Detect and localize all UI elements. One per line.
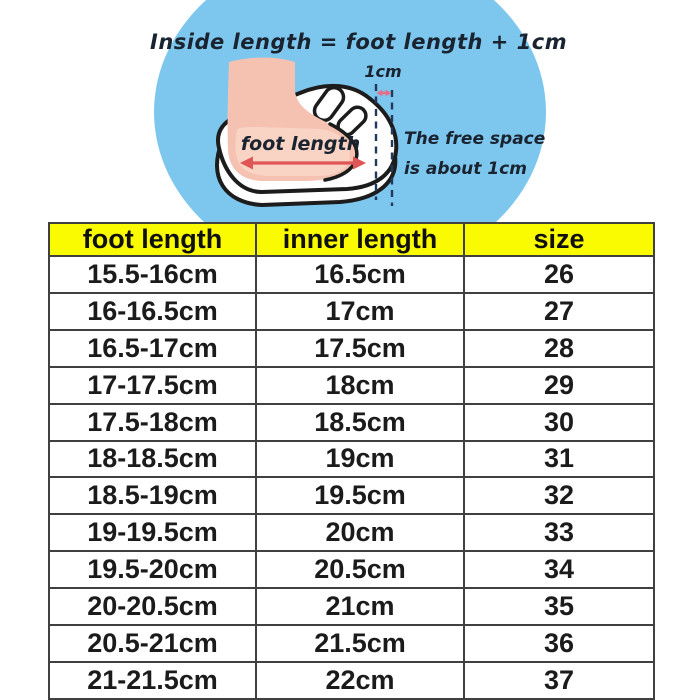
header-inner-length: inner length <box>256 223 464 256</box>
table-cell-foot-length: 18.5-19cm <box>49 477 256 514</box>
table-cell-inner-length: 19.5cm <box>256 477 464 514</box>
table-cell-size: 34 <box>464 551 654 588</box>
table-cell-foot-length: 20.5-21cm <box>49 625 256 662</box>
table-row <box>49 514 654 551</box>
table-cell-size: 35 <box>464 588 654 625</box>
table-cell-size: 28 <box>464 330 654 367</box>
table-row <box>49 367 654 404</box>
free-space-note <box>404 124 545 184</box>
table-row <box>49 477 654 514</box>
table-cell-inner-length: 21.5cm <box>256 625 464 662</box>
table-cell-size: 31 <box>464 441 654 478</box>
table-cell-size: 27 <box>464 293 654 330</box>
table-cell-foot-length: 21-21.5cm <box>49 662 256 699</box>
table-cell-inner-length: 17cm <box>256 293 464 330</box>
table-cell-size: 29 <box>464 367 654 404</box>
table-cell-inner-length: 16.5cm <box>256 256 464 293</box>
table-row <box>49 588 654 625</box>
table-cell-inner-length: 18.5cm <box>256 404 464 441</box>
foot-length-label: foot length <box>240 133 361 155</box>
table-row <box>49 551 654 588</box>
table-row <box>49 256 654 293</box>
table-cell-inner-length: 21cm <box>256 588 464 625</box>
table-row <box>49 404 654 441</box>
table-cell-foot-length: 18-18.5cm <box>49 441 256 478</box>
table-cell-size: 37 <box>464 662 654 699</box>
table-cell-size: 32 <box>464 477 654 514</box>
table-cell-inner-length: 18cm <box>256 367 464 404</box>
table-cell-inner-length: 22cm <box>256 662 464 699</box>
table-cell-foot-length: 19-19.5cm <box>49 514 256 551</box>
header-foot-length: foot length <box>49 223 256 256</box>
table-cell-size: 33 <box>464 514 654 551</box>
table-cell-foot-length: 16-16.5cm <box>49 293 256 330</box>
table-cell-foot-length: 16.5-17cm <box>49 330 256 367</box>
table-row <box>49 625 654 662</box>
table-cell-foot-length: 20-20.5cm <box>49 588 256 625</box>
header-size: size <box>464 223 654 256</box>
size-guide-illustration <box>0 0 700 222</box>
size-table-body <box>49 256 654 699</box>
table-cell-foot-length: 15.5-16cm <box>49 256 256 293</box>
table-cell-inner-length: 20cm <box>256 514 464 551</box>
table-row <box>49 293 654 330</box>
headline-text: Inside length = foot length + 1cm <box>150 30 568 54</box>
table-cell-size: 30 <box>464 404 654 441</box>
table-row <box>49 330 654 367</box>
table-cell-size: 36 <box>464 625 654 662</box>
table-cell-foot-length: 17-17.5cm <box>49 367 256 404</box>
table-cell-foot-length: 19.5-20cm <box>49 551 256 588</box>
table-cell-inner-length: 17.5cm <box>256 330 464 367</box>
table-cell-foot-length: 17.5-18cm <box>49 404 256 441</box>
size-table <box>48 222 655 700</box>
free-space-line2: is about 1cm <box>404 159 527 179</box>
size-table-header-row <box>49 223 654 256</box>
table-row <box>49 441 654 478</box>
table-cell-inner-length: 19cm <box>256 441 464 478</box>
table-row <box>49 662 654 699</box>
gap-1cm-label: 1cm <box>364 62 402 81</box>
table-cell-inner-length: 20.5cm <box>256 551 464 588</box>
free-space-line1: The free space <box>404 129 546 149</box>
table-cell-size: 26 <box>464 256 654 293</box>
